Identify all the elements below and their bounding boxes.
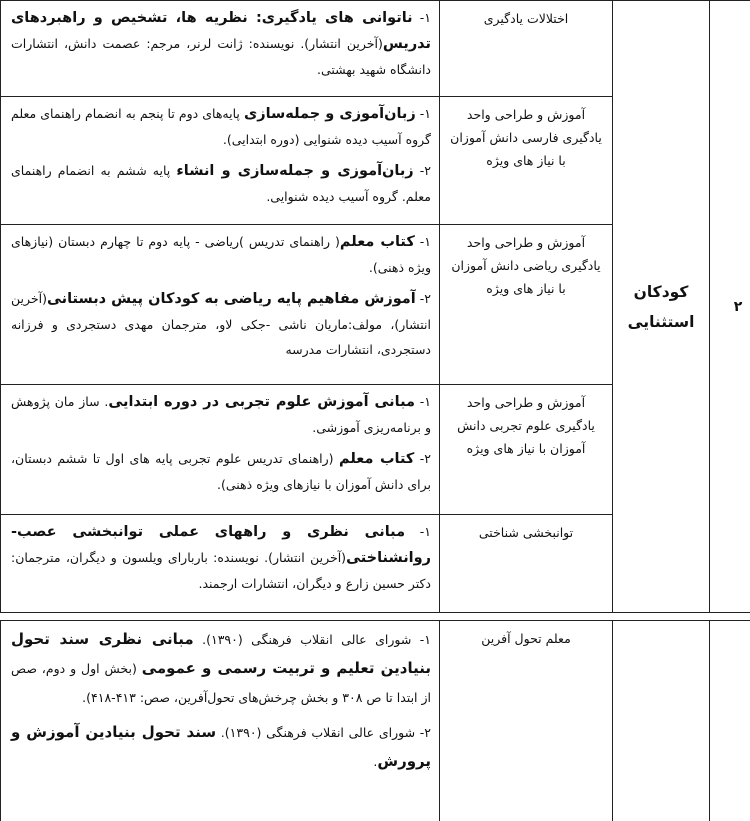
- reference-title: زبان‌آموزی و جمله‌سازی: [243, 106, 416, 122]
- references-cell: [1, 621, 440, 821]
- course-cell: [440, 621, 613, 821]
- reference-title: کتاب معلم: [339, 234, 415, 250]
- reference-title: کتاب معلم: [339, 451, 415, 467]
- reference-item: ۱- مبانی نظری و راههای عملی توانبخشی عصب- روانشناختی(آخرین انتشار). نویسنده: باربارای ویلسون و دیگران، مترجمان: دکتر حسین زارع و دیگران، انتشارات ارجمند.: [11, 524, 431, 591]
- reference-title: مبانی نظری سند تحول بنیادین تعلیم و تربیت رسمی و عمومی: [11, 630, 431, 677]
- references-cell: [1, 225, 440, 385]
- row-number-cell-empty: [710, 621, 750, 821]
- group-cell-empty: [613, 621, 710, 821]
- row-number-cell: [710, 1, 750, 613]
- course-cell: [440, 97, 613, 225]
- course-title: توانبخشی شناختی: [478, 525, 574, 540]
- course-title: اختلالات یادگیری: [483, 11, 569, 26]
- course-title: آموزش و طراحی واحد یادگیری فارسی دانش آموزان با نیاز های ویژه: [450, 107, 602, 168]
- reference-item: ۲- آموزش مفاهیم پایه ریاضی به کودکان پیش دبستانی(آخرین انتشار)، مولف:ماریان ناشی -جکی لاو، مترجمان مهدی دستجردی و فرزانه دستجردی، انتشارات مدرسه: [11, 291, 432, 357]
- table-gap: [1, 613, 750, 621]
- references-cell: [1, 1, 440, 97]
- reference-title: زبان‌آموزی و جمله‌سازی و انشاء: [176, 163, 414, 179]
- table-row: [1, 621, 750, 821]
- reference-title: مبانی آموزش علوم تجربی در دوره ابتدایی: [108, 394, 415, 410]
- reference-title: سند تحول بنیادین آموزش و پرورش: [11, 723, 431, 770]
- gap-cell: [1, 613, 750, 621]
- reference-item: ۱- ناتوانی های یادگیری: نظریه ها، تشخیص و راهبردهای تدریس(آخرین انتشار). نویسنده: ژانت لرنر، مرجم: عصمت دانش، انتشارات دانشگاه شهید بهشتی.: [11, 10, 431, 77]
- references-cell: [1, 385, 440, 515]
- reference-item: ۲- کتاب معلم (راهنمای تدریس علوم تجربی پایه های اول تا ششم دبستان، برای دانش آموزان با نیازهای ویژه ذهنی).: [11, 451, 431, 492]
- reference-item: ۱- زبان‌آموزی و جمله‌سازی پایه‌های دوم تا پنجم به انضمام راهنمای معلم گروه آسیب دیده شنوایی (دوره ابتدایی).: [11, 106, 431, 147]
- course-title: آموزش و طراحی واحد یادگیری ریاضی دانش آموزان با نیاز های ویژه: [451, 235, 601, 296]
- course-title: معلم تحول آفرین: [481, 631, 571, 646]
- references-cell: [1, 97, 440, 225]
- group-cell: [613, 1, 710, 613]
- course-cell: [440, 515, 613, 613]
- reference-item: ۱- کتاب معلم( راهنمای تدریس )ریاضی - پایه دوم تا چهارم دبستان (نیازهای ویژه ذهنی).: [11, 234, 431, 275]
- reference-item: ۲- شورای عالی انقلاب فرهنگی (۱۳۹۰). سند تحول بنیادین آموزش و پرورش.: [11, 723, 431, 770]
- reference-title: ناتوانی های یادگیری: نظریه ها، تشخیص و راهبردهای تدریس: [11, 10, 431, 52]
- group-label: کودکان استثنایی: [627, 282, 695, 331]
- course-cell: [440, 225, 613, 385]
- row-number: ۲: [733, 298, 743, 315]
- reference-title: آموزش مفاهیم پایه ریاضی به کودکان پیش دبستانی: [46, 291, 416, 307]
- course-cell: [440, 385, 613, 515]
- references-cell: [1, 515, 440, 613]
- table-row: [1, 1, 750, 97]
- reference-item: ۱- مبانی آموزش علوم تجربی در دوره ابتدایی. ساز مان پژوهش و برنامه‌ریزی آموزشی.: [11, 394, 432, 435]
- reference-item: ۲- زبان‌آموزی و جمله‌سازی و انشاء پایه ششم به انضمام راهنمای معلم. گروه آسیب دیده شنوایی.: [11, 163, 432, 204]
- course-cell: [440, 1, 613, 97]
- reference-item: ۱- شورای عالی انقلاب فرهنگی (۱۳۹۰). مبانی نظری سند تحول بنیادین تعلیم و تربیت رسمی و عمومی (بخش اول و دوم، صص از ابتدا تا ص ۳۰۸ و بخش چرخش‌های تحول‌آفرین، صص: ۴۱۳-۴۱۸).: [11, 630, 431, 705]
- course-title: آموزش و طراحی واحد یادگیری علوم تجربی دانش آموزان با نیاز های ویژه: [457, 395, 595, 456]
- reference-title: مبانی نظری و راههای عملی توانبخشی عصب- روانشناختی: [11, 524, 431, 566]
